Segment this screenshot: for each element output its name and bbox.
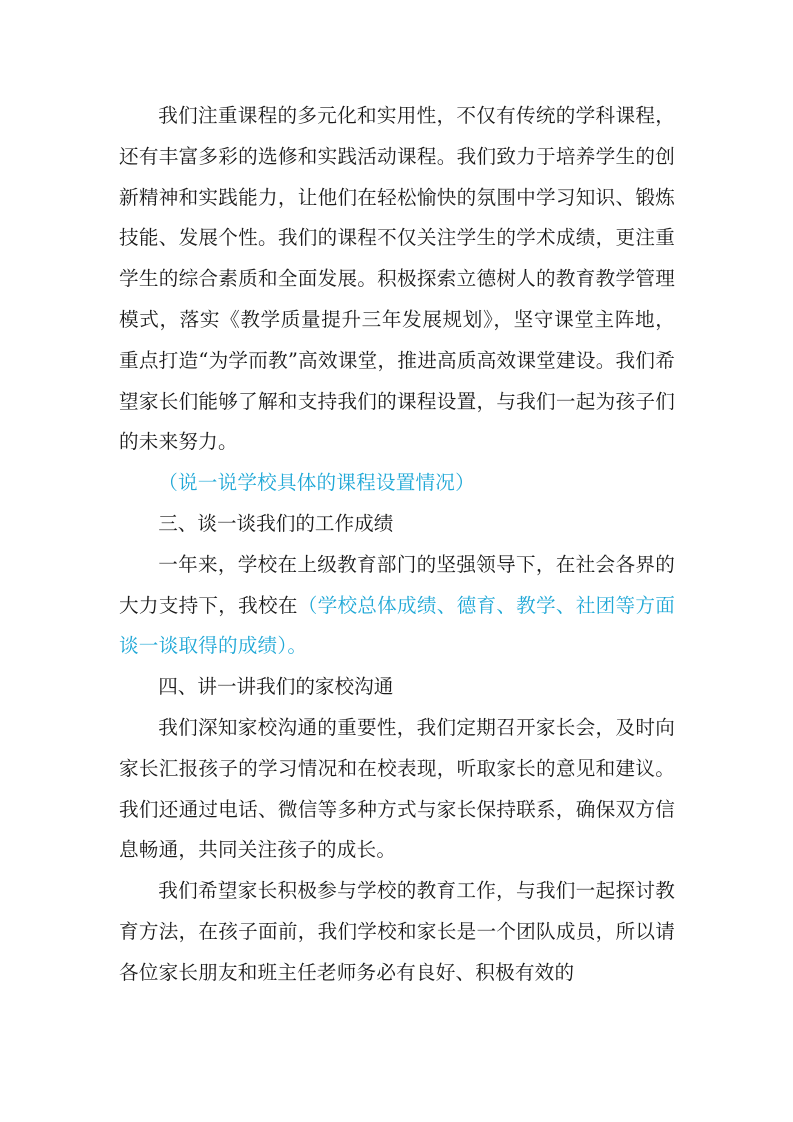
achievements-period: 。 [287,634,308,658]
achievements-text: 一年来，学校在上级教育部门的坚强领导下，在社会各界的大力支持下，我校在 [119,552,675,617]
section-heading-communication: 四、讲一讲我们的家校沟通 [158,675,394,699]
document-page [119,96,675,994]
note-achievements: （学校总体成绩、德育、教学、社团等方面谈一谈取得的成绩） [119,593,675,658]
paragraph-curriculum: 我们注重课程的多元化和实用性，不仅有传统的学科课程，还有丰富多彩的选修和实践活动课程。我们致力于培养学生的创新精神和实践能力，让他们在轻松愉快的氛围中学习知识、锻炼技能、发展个性。我们的课程不仅关注学生的学术成绩，更注重学生的综合素质和全面发展。积极探索立德树人的教育教学管理模式，落实《教学质量提升三年发展规划》，坚守课堂主阵地，重点打造“为学而教”高效课堂，推进高质高效课堂建设。我们希望家长们能够了解和支持我们的课程设置，与我们一起为孩子们的未来努力。 [119,104,675,454]
paragraph-participation: 我们希望家长积极参与学校的教育工作，与我们一起探讨教育方法，在孩子面前，我们学校和家长是一个团队成员，所以请各位家长朋友和班主任老师务必有良好、积极有效的 [119,879,675,984]
paragraph-achievements [119,545,675,667]
section-heading-achievements: 三、谈一谈我们的工作成绩 [158,511,394,535]
note-curriculum-details: （说一说学校具体的课程设置情况） [158,471,475,495]
paragraph-communication: 我们深知家校沟通的重要性，我们定期召开家长会，及时向家长汇报孩子的学习情况和在校表现，听取家长的意见和建议。我们还通过电话、微信等多种方式与家长保持联系，确保双方信息畅通，共同关注孩子的成长。 [119,715,675,862]
